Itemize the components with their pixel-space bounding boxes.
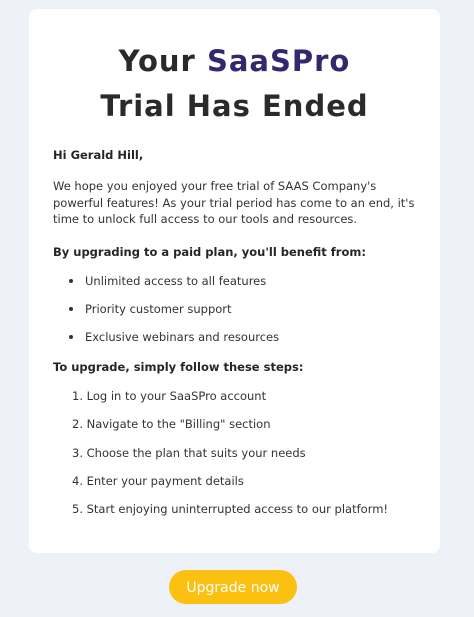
list-item [69,329,279,357]
greeting: Hi Gerald Hill, [53,148,144,162]
list-item: 4. Enter your payment details [72,473,244,488]
steps-list [72,388,388,529]
page-title-line-2: Trial Has Ended [100,89,369,123]
bullet-icon [69,307,73,311]
list-item: 3. Choose the plan that suits your needs [72,445,306,460]
intro-paragraph: We hope you enjoyed your free trial of SAAS Company's powerful features! As your trial period has come to an end, it's time to unlock full access to our tools and resources. [53,179,415,226]
steps-heading: To upgrade, simply follow these steps: [53,360,304,374]
brand-name: SaaSPro [206,44,351,78]
list-item [69,273,279,301]
list-item [69,301,279,329]
benefit-text: Exclusive webinars and resources [85,330,280,344]
list-item: 2. Navigate to the "Billing" section [72,417,271,432]
bullet-icon [69,335,73,339]
bullet-icon [69,279,73,283]
title-prefix: Your [118,44,207,78]
benefits-list [69,273,279,357]
list-item: 1. Log in to your SaaSPro account [72,389,267,403]
page-title-line-1 [29,44,440,78]
upgrade-now-button[interactable]: Upgrade now [169,570,297,604]
benefit-text: Priority customer support [85,302,232,316]
email-card [29,9,440,553]
list-item: 5. Start enjoying uninterrupted access to our platform! [72,502,389,517]
benefit-text: Unlimited access to all features [85,274,267,288]
benefits-heading: By upgrading to a paid plan, you'll benefit from: [53,245,366,259]
